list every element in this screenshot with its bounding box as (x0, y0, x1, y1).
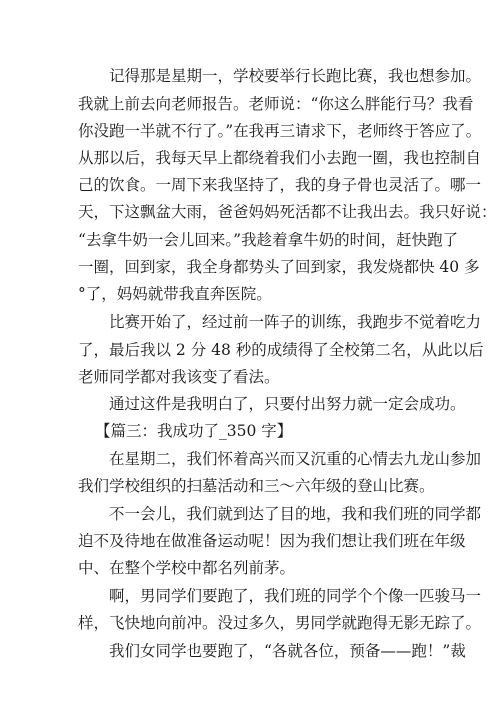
text-line: 一圈，回到家，我全身都势头了回到家，我发烧都快 40 多 (78, 258, 480, 276)
text-line: 通过这件是我明白了，只要付出努力就一定会成功。 (109, 395, 466, 413)
text-line: 在星期二，我们怀着高兴而又沉重的心情去九龙山参加 (109, 450, 482, 468)
text-line: 我们女同学也要跑了，“各就各位，预备——跑！”裁 (109, 642, 466, 660)
text-line: 中、在整个学校中都名列前茅。 (78, 559, 296, 577)
text-line: 我就上前去向老师报告。老师说：“你这么胖能行马？我看 (78, 95, 474, 113)
text-line: 己的饮食。一周下来我坚持了，我的身子骨也灵活了。哪一 (78, 176, 482, 194)
text-line: 比赛开始了，经过前一阵子的训练，我跑步不觉着吃力 (109, 313, 482, 331)
text-line: “去拿牛奶一会儿回来。”我趁着拿牛奶的时间，赶快跑了 (78, 231, 459, 249)
section-heading: 【篇三：我成功了_350 字】 (95, 422, 293, 440)
text-line: 迫不及待地在做准备运动呢！因为我们想让我们班在年级 (78, 532, 466, 550)
text-line: 了，最后我以 2 分 48 秒的成绩得了全校第二名，从此以后 (78, 341, 484, 359)
text-line: 记得那是星期一，学校要举行长跑比赛，我也想参加。 (109, 67, 482, 85)
text-line: 啊，男同学们要跑了，我们班的同学个个像一匹骏马一 (109, 587, 482, 605)
text-line: 从那以后，我每天早上都绕着我们小去跑一圈，我也控制自 (78, 149, 482, 167)
text-line: 你没跑一半就不行了。”在我再三请求下，老师终于答应了。 (78, 122, 482, 140)
text-line: 老师同学都对我该变了看法。 (78, 368, 280, 386)
text-line: 样，飞快地向前冲。没过多久，男同学就跑得无影无踪了。 (78, 614, 482, 632)
text-line: 我们学校组织的扫墓活动和三～六年级的登山比赛。 (78, 477, 435, 495)
text-line: 天，下这飘盆大雨，爸爸妈妈死活都不让我出去。我只好说： (78, 203, 497, 221)
text-line: °了，妈妈就带我直奔医院。 (78, 285, 272, 303)
text-line: 不一会儿，我们就到达了目的地，我和我们班的同学都 (109, 505, 482, 523)
